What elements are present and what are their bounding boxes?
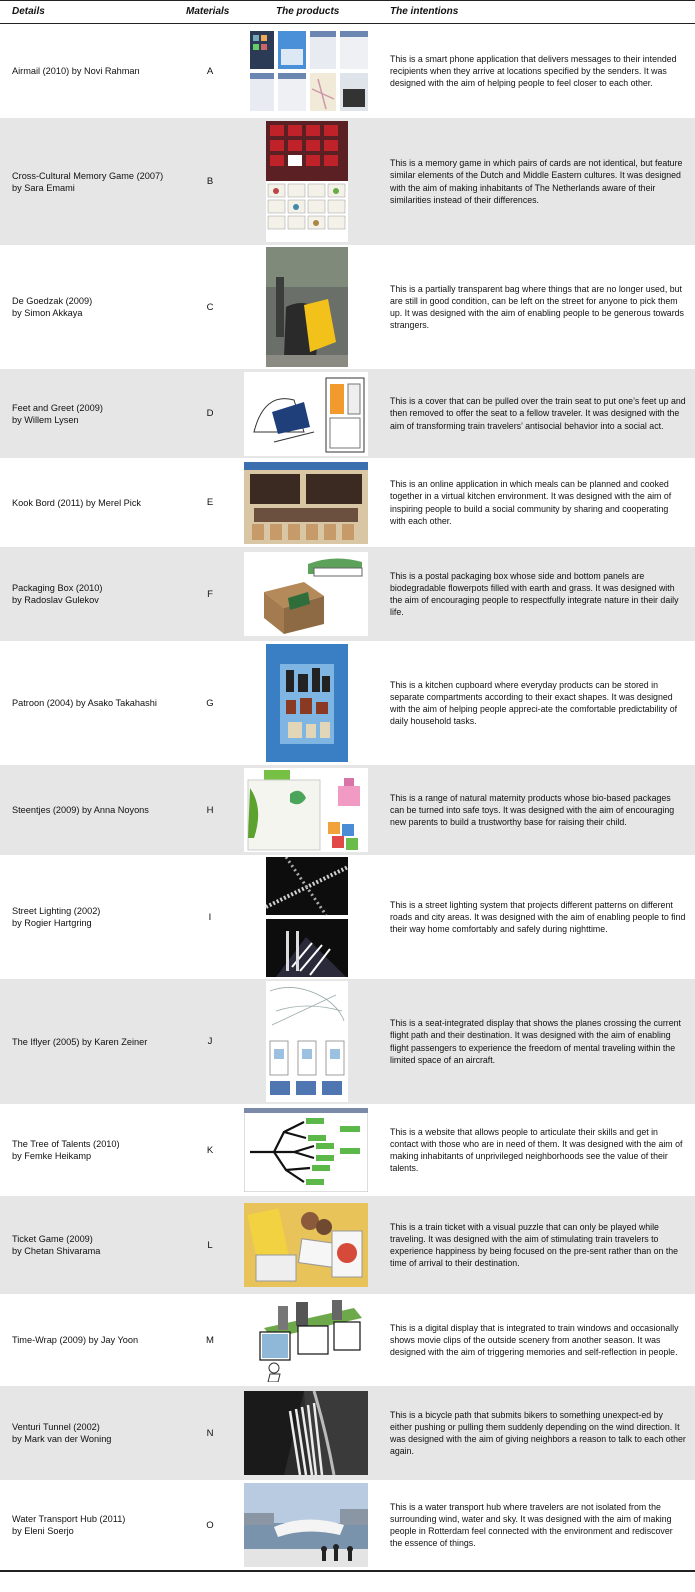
- ticket-game-image: [244, 1196, 368, 1294]
- row-material: D: [206, 408, 214, 419]
- row-details: Time-Wrap (2009) by Jay Yoon: [12, 1335, 139, 1345]
- memory-game-cards-image: [266, 118, 348, 245]
- header-products: The products: [276, 6, 340, 17]
- table-row: [0, 1294, 695, 1386]
- row-details: De Goedzak (2009) by Simon Akkaya: [12, 296, 93, 318]
- row-intention: This is a smart phone application that delivers messages to their intended recipients when they arrive at locations specified by the senders. It was designed with the aim of helping people to feel closer to each other.: [390, 53, 677, 89]
- table-row: [0, 1104, 695, 1196]
- row-material: C: [206, 301, 214, 313]
- row-material: M: [206, 1334, 214, 1346]
- kitchen-cupboard-image: [266, 641, 348, 765]
- row-intention: This is a website that allows people to articulate their skills and get in contact with those who are in need of them. It was designed with the aim of making inhabitants of unprivileged neighborhoods see the value of their talents.: [390, 1126, 683, 1174]
- row-details: Airmail (2010) by Novi Rahman: [12, 66, 140, 76]
- kook-bord-app-image: [244, 458, 368, 547]
- table-row: [0, 458, 695, 547]
- row-intention: This is a train ticket with a visual puzzle that can only be played while traveling. It was designed with the aim of stimulating train travelers to experience happiness by being focused on the pre-sent rather than on the time of arrival to their destination.: [390, 1221, 679, 1269]
- table-row: [0, 855, 695, 979]
- table-row: [0, 118, 695, 245]
- row-material: I: [208, 911, 212, 923]
- row-intention: This is a seat-integrated display that shows the planes crossing the current flight path and their destination. It was designed with the aim of enabling flight passengers to experience the freedom of mental traveling within the limited space of an aircraft.: [390, 1018, 681, 1065]
- row-details: Street Lighting (2002) by Rogier Hartgring: [12, 906, 101, 928]
- table-bottom-rule: [0, 1570, 695, 1572]
- street-lighting-image: [266, 855, 348, 979]
- row-details: Water Transport Hub (2011) by Eleni Soerjo: [12, 1514, 126, 1536]
- row-intention: This is an online application in which meals can be planned and cooked together in a virtual kitchen environment. It was designed with the aim of inspiring people to build a social community by sharing and cooperating with each other.: [390, 479, 672, 526]
- table-row: [0, 547, 695, 641]
- row-details: Cross-Cultural Memory Game (2007) by Sara Emami: [12, 170, 164, 193]
- row-material: F: [207, 588, 213, 600]
- row-material: O: [206, 1519, 214, 1531]
- row-details: Feet and Greet (2009) by Willem Lysen: [12, 402, 103, 425]
- row-material: E: [206, 497, 214, 508]
- row-intention: This is a postal packaging box whose side and bottom panels are biodegradable flowerpots filled with earth and grass. It was designed with the aim of encouraging people to respectfully integrate nature in their daily life.: [390, 570, 679, 618]
- table-row: [0, 765, 695, 855]
- row-details: Patroon (2004) by Asako Takahashi: [12, 698, 157, 708]
- table-row: [0, 979, 695, 1104]
- row-intention: This is a memory game in which pairs of cards are not identical, but feature similar elements of the Dutch and Middle Eastern cultures. It was designed with the aim of making inhabitants of The Netherlands aware of their similarities instead of their differences.: [390, 158, 683, 205]
- row-details: Kook Bord (2011) by Merel Pick: [12, 497, 142, 508]
- row-intention: This is a partially transparent bag where things that are no longer used, but are still in good condition, can be left on the street for anyone to pick them up. It was designed with the aim of enabling people to be generous towards strangers.: [390, 283, 684, 331]
- row-material: J: [207, 1036, 213, 1047]
- row-intention: This is a digital display that is integrated to train windows and occasionally shows movie clips of the outside scenery from another season. It was designed with the aim of triggering memories and self-reflection in people.: [390, 1322, 679, 1358]
- packaging-box-image: [244, 547, 368, 641]
- row-intention: This is a water transport hub where travelers are not isolated from the surrounding wind, water and sky. It was designed with the aim of making people in Rotterdam feel connected with the environment and rediscover the essence of things.: [390, 1501, 673, 1549]
- iflyer-display-image: [266, 979, 348, 1104]
- row-intention: This is a street lighting system that projects different patterns on different roads and city areas. It was designed with the aim of enabling people to find their way home comfortably and safely during nighttime.: [390, 899, 686, 935]
- row-material: H: [206, 804, 214, 816]
- header-materials: Materials: [186, 6, 230, 17]
- table-row: [0, 641, 695, 765]
- row-material: G: [206, 697, 214, 709]
- row-details: Steentjes (2009) by Anna Noyons: [12, 805, 149, 815]
- row-details: Packaging Box (2010) by Radoslav Gulekov: [12, 583, 103, 605]
- table-row: [0, 1386, 695, 1480]
- table-row: [0, 369, 695, 458]
- table-row: [0, 1196, 695, 1294]
- tree-of-talents-website-image: [244, 1104, 368, 1196]
- table-row: [0, 245, 695, 369]
- row-details: Ticket Game (2009) by Chetan Shivarama: [12, 1234, 101, 1256]
- train-seat-cover-image: [244, 369, 368, 458]
- goedzak-bag-image: [266, 245, 348, 369]
- row-details: Venturi Tunnel (2002) by Mark van der Woning: [12, 1422, 112, 1444]
- maternity-products-image: [244, 765, 368, 855]
- row-material: B: [206, 176, 214, 187]
- table-row: [0, 1480, 695, 1570]
- time-wrap-train-window-image: [244, 1294, 368, 1386]
- airmail-phone-screens-image: [248, 24, 370, 118]
- venturi-tunnel-image: [244, 1386, 368, 1480]
- row-intention: This is a range of natural maternity products whose bio-based packages can be turned into safe toys. It was designed with the aim of encouraging new parents to build a trustworthy base for raising their child.: [390, 792, 675, 828]
- row-material: N: [206, 1427, 214, 1439]
- row-details: The Iflyer (2005) by Karen Zeiner: [12, 1036, 148, 1047]
- water-transport-hub-image: [244, 1480, 368, 1570]
- row-intention: This is a cover that can be pulled over the train seat to put one’s feet up and then removed to offer the seat to a fellow traveler. It was designed with the aim of transforming train travelers’ antisocial behavior into a social act.: [390, 396, 686, 431]
- row-details: The Tree of Talents (2010) by Femke Heikamp: [12, 1139, 120, 1161]
- header-details: Details: [12, 6, 45, 17]
- row-material: A: [206, 65, 214, 77]
- row-intention: This is a bicycle path that submits bikers to something unexpect-ed by either pushing or pulling them suddenly depending on the wind direction. It was designed with the aim of giving neighbors a reason to talk to each other again.: [390, 1409, 686, 1457]
- row-material: L: [207, 1239, 213, 1251]
- row-material: K: [206, 1144, 214, 1156]
- header-intentions: The intentions: [390, 6, 459, 17]
- table-row: [0, 24, 695, 118]
- row-intention: This is a kitchen cupboard where everyday products can be stored in separate compartments according to their exact shapes. It was designed with the aim of helping people appreci-ate the comfortable predictability of daily household tasks.: [390, 679, 678, 727]
- table-header: [0, 0, 695, 24]
